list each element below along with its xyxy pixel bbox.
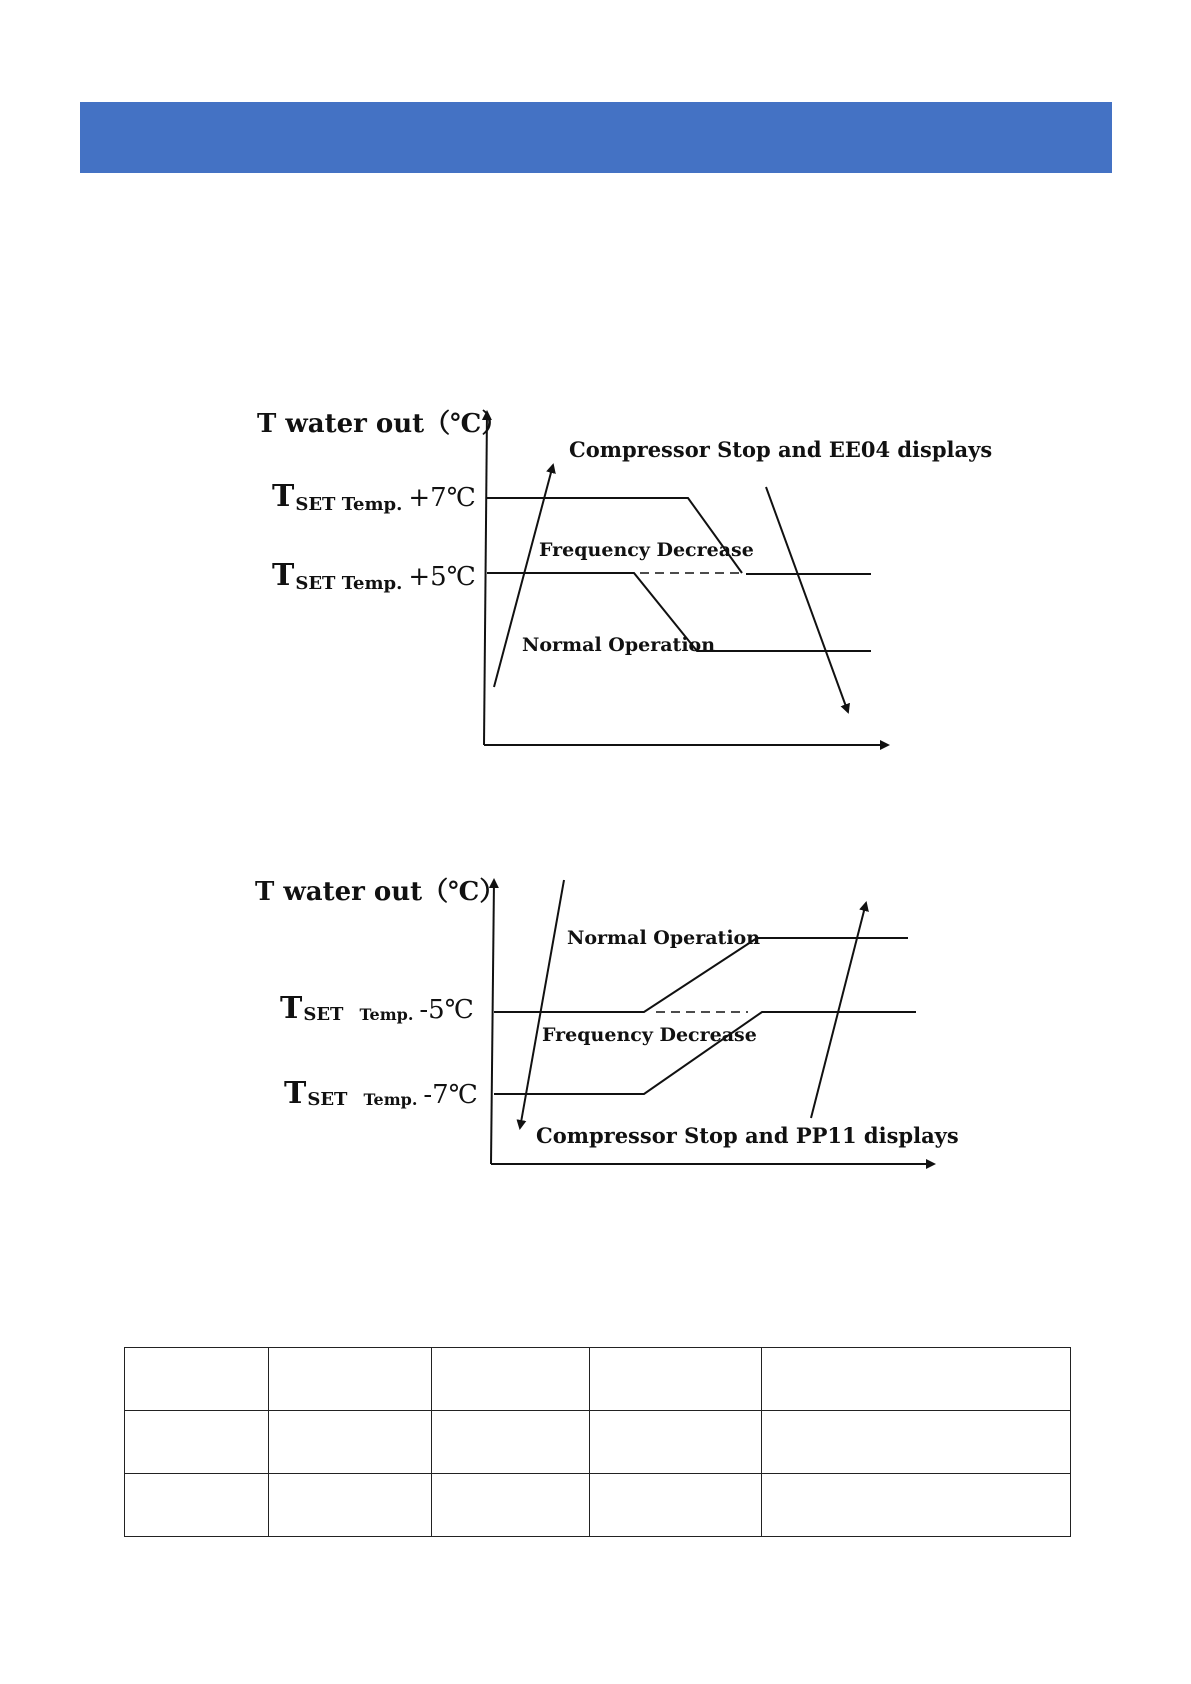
bottom-y-axis bbox=[491, 880, 494, 1164]
bottom-rising-arrow bbox=[811, 903, 866, 1118]
top-frequency-decrease-text: Frequency Decrease bbox=[539, 539, 754, 561]
table-cell bbox=[269, 1348, 432, 1411]
top-compressor-stop-text: Compressor Stop and EE04 displays bbox=[569, 437, 993, 462]
table-cell bbox=[762, 1348, 1071, 1411]
table-cell bbox=[269, 1411, 432, 1474]
top-y-axis bbox=[484, 412, 487, 745]
table-row bbox=[125, 1474, 1071, 1537]
top-lower-level-label: TSET Temp. +5℃ bbox=[272, 558, 476, 594]
table-cell bbox=[590, 1474, 762, 1537]
top-y-axis-label: T water out（℃） bbox=[257, 409, 508, 439]
table-cell bbox=[125, 1348, 269, 1411]
table-cell bbox=[125, 1411, 269, 1474]
table-row bbox=[125, 1348, 1071, 1411]
bottom-upper-level-label: TSET Temp. -5℃ bbox=[280, 991, 474, 1026]
top-diagram bbox=[257, 409, 992, 745]
bottom-diagram bbox=[255, 877, 959, 1164]
top-normal-operation-text: Normal Operation bbox=[522, 634, 716, 656]
top-falling-arrow bbox=[766, 487, 848, 712]
top-upper-level-label: TSET Temp. +7℃ bbox=[272, 479, 476, 515]
table-cell bbox=[432, 1474, 590, 1537]
bottom-compressor-stop-text: Compressor Stop and PP11 displays bbox=[536, 1123, 959, 1148]
bottom-frequency-decrease-text: Frequency Decrease bbox=[542, 1024, 757, 1046]
bottom-falling-arrow bbox=[520, 880, 564, 1128]
table-cell bbox=[590, 1411, 762, 1474]
table-cell bbox=[432, 1411, 590, 1474]
bottom-lower-level-label: TSET Temp. -7℃ bbox=[284, 1076, 478, 1111]
table-cell bbox=[125, 1474, 269, 1537]
top-upper-threshold-line bbox=[487, 498, 742, 573]
bottom-upper-threshold-line bbox=[494, 938, 908, 1012]
table-row bbox=[125, 1411, 1071, 1474]
table-cell bbox=[269, 1474, 432, 1537]
data-table bbox=[124, 1347, 1071, 1537]
bottom-normal-operation-text: Normal Operation bbox=[567, 927, 761, 949]
data-table-wrapper bbox=[124, 1347, 1071, 1537]
table-cell bbox=[590, 1348, 762, 1411]
table-cell bbox=[432, 1348, 590, 1411]
table-cell bbox=[762, 1474, 1071, 1537]
table-cell bbox=[762, 1411, 1071, 1474]
bottom-y-axis-label: T water out（℃） bbox=[255, 877, 506, 907]
